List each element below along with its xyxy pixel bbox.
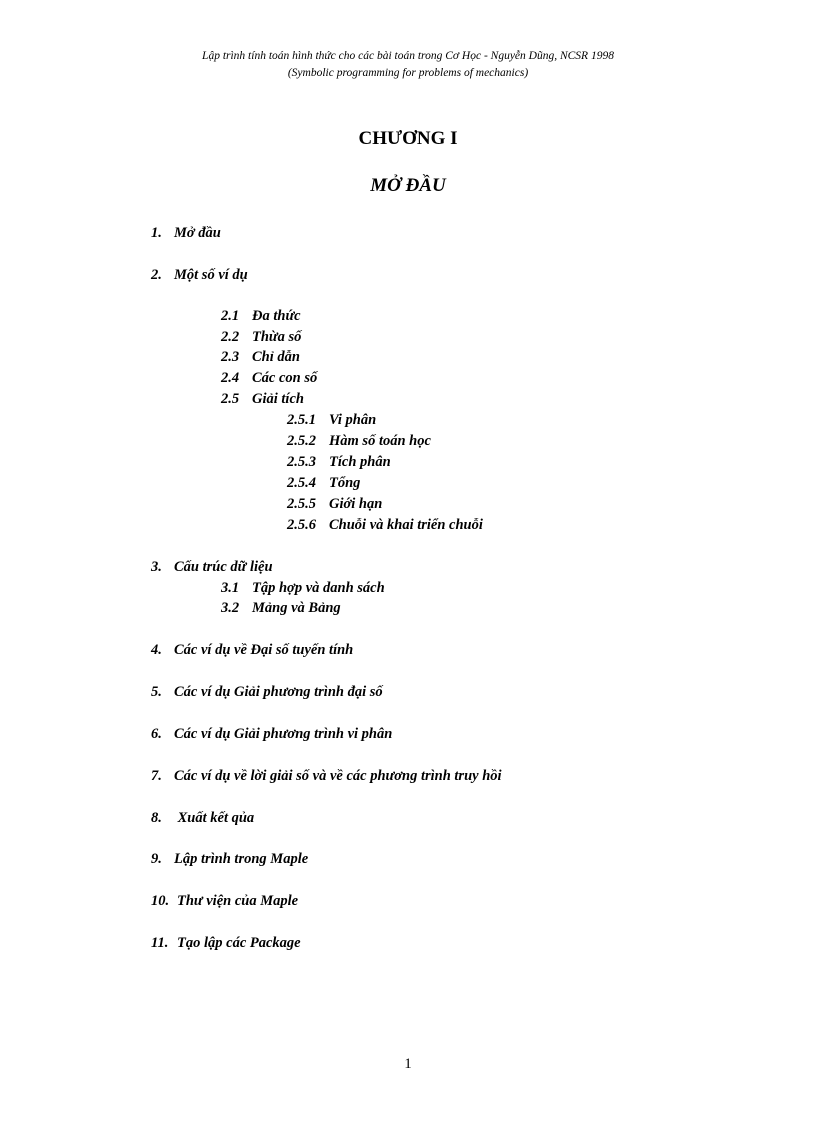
toc-entry: 2.3 Chỉ dẫn [221,349,300,365]
toc-entry: 2.5.6 Chuỗi và khai triển chuỗi [287,517,483,533]
chapter-subtitle: MỞ ĐẦU [370,175,446,196]
chapter-title: CHƯƠNG I [358,128,458,149]
toc-entry: 10. Thư viện của Maple [151,893,299,909]
toc-entry: 2.5.2 Hàm số toán học [287,433,431,449]
toc-entry: 9. Lập trình trong Maple [151,851,309,867]
toc-entry: 7. Các ví dụ về lời giải số và về các phương trình truy hồi [151,768,502,784]
toc-entry: 2. Một số ví dụ [151,267,248,283]
toc-entry: 2.4 Các con số [221,370,318,386]
toc-entry: 5. Các ví dụ Giải phương trình đại số [151,684,383,700]
toc-entry: 1. Mở đầu [151,225,221,241]
toc-entry: 3.1 Tập hợp và danh sách [221,580,385,596]
toc-entry: 2.5.4 Tổng [287,475,361,491]
header-title: Lập trình tính toán hình thức cho các bài toán trong Cơ Học - Nguyễn Dũng, NCSR 1998 [202,50,614,62]
toc-entry: 2.5.5 Giới hạn [287,496,383,512]
toc-entry: 3.2 Mảng và Bảng [221,600,341,616]
toc-entry: 2.1 Đa thức [221,308,301,324]
toc-entry: 3. Cấu trúc dữ liệu [151,559,273,575]
toc-entry: 2.5.3 Tích phân [287,454,391,470]
toc-entry: 8. Xuất kết qủa [151,810,255,826]
toc-entry: 6. Các ví dụ Giải phương trình vi phân [151,726,393,742]
header-subtitle: (Symbolic programming for problems of mechanics) [287,67,529,79]
toc-entry: 11. Tạo lập các Package [151,935,301,951]
toc-entry: 2.5.1 Vi phân [287,412,377,428]
toc-entry: 2.5 Giải tích [221,391,304,407]
page-number: 1 [404,1056,412,1072]
toc-entry: 4. Các ví dụ về Đại số tuyến tính [151,642,354,658]
toc-entry: 2.2 Thừa số [221,329,302,345]
